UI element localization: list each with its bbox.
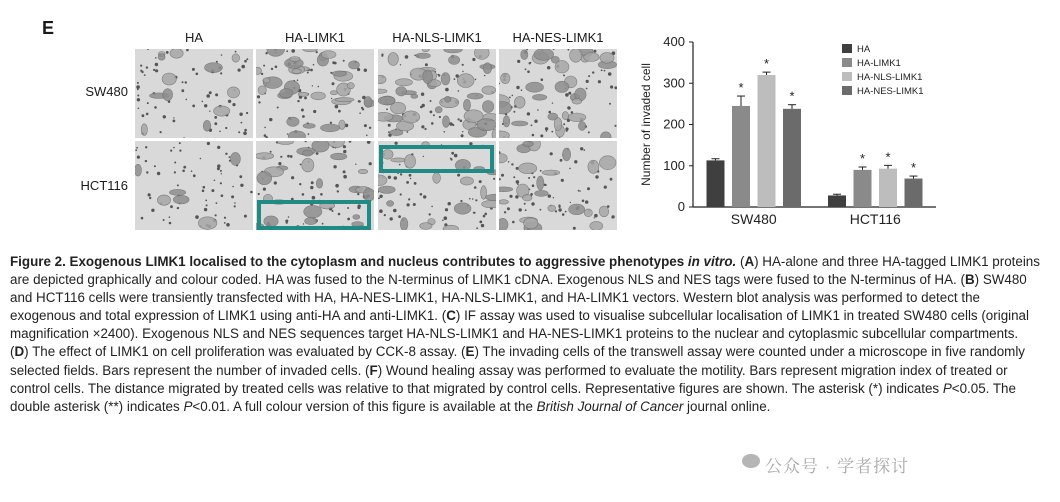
caption-text-f: Wound healing assay was performed to evaluate the motility. Bars represent migration index of treated or control cells. The distance migrated by treated cells was relative to that migrated by control cells. Representative figures are shown. The asterisk (*) indicates bbox=[10, 362, 1008, 396]
column-header-ha-limk1: HA-LIMK1 bbox=[285, 30, 345, 45]
caption-label-a: A bbox=[744, 254, 755, 269]
significance-asterisk: * bbox=[910, 160, 917, 176]
bar-sw480-ha-nes-limk1 bbox=[783, 109, 801, 207]
significance-asterisk: * bbox=[789, 88, 795, 104]
y-tick-label: 100 bbox=[663, 157, 685, 173]
row-label-hct116: HCT116 bbox=[80, 178, 128, 193]
column-header-ha-nes-limk1: HA-NES-LIMK1 bbox=[512, 30, 604, 45]
caption-figure-label: Figure 2. bbox=[10, 254, 66, 269]
y-tick-label: 400 bbox=[663, 34, 685, 49]
legend-swatch bbox=[842, 72, 852, 81]
caption-journal-name: British Journal of Cancer bbox=[536, 398, 684, 414]
watermark-text: 公众号 · 学者探讨 bbox=[765, 457, 910, 476]
caption-label-f: F bbox=[369, 362, 378, 378]
bar-hct116-ha-limk1 bbox=[854, 170, 872, 207]
column-header-ha-nls-limk1: HA-NLS-LIMK1 bbox=[392, 30, 482, 45]
bar-hct116-ha-nes-limk1 bbox=[905, 179, 923, 207]
significance-asterisk: * bbox=[859, 150, 866, 166]
significance-asterisk: * bbox=[738, 80, 744, 96]
bar-sw480-ha-limk1 bbox=[732, 106, 750, 207]
caption-p-symbol-2: P bbox=[183, 398, 193, 414]
row-label-sw480: SW480 bbox=[85, 84, 128, 99]
legend-label: HA-LIMK1 bbox=[857, 58, 901, 69]
caption-text-d: The effect of LIMK1 on cell proliferation was evaluated by CCK-8 assay. bbox=[32, 344, 458, 360]
bar-sw480-ha bbox=[707, 160, 725, 207]
caption-text-b: SW480 and HCT116 cells were transiently transfected with HA, HA-NES-LIMK1, HA-NLS-LIMK1, and HA-LIMK1 vectors. Western blot analysis was performed to detect the exogenous and total expression of LIMK1 using anti-HA and anti-LIMK1. bbox=[10, 272, 1027, 324]
legend-swatch bbox=[842, 58, 852, 67]
caption-text-c: IF assay was used to visualise subcellular localisation of LIMK1 in treated SW480 cells (original magnification ×2400). Exogenous NLS and NES sequences target HA-NLS-LIMK1 and HA-NES-LIMK1 proteins to the nuclear and cytoplasmic subcellular compartments. bbox=[10, 308, 1029, 342]
legend-label: HA-NLS-LIMK1 bbox=[857, 72, 923, 83]
y-tick-label: 300 bbox=[663, 75, 685, 91]
bar-hct116-ha-nls-limk1 bbox=[879, 169, 897, 207]
caption-label-b: B bbox=[964, 272, 975, 288]
legend-label: HA-NES-LIMK1 bbox=[857, 86, 924, 97]
caption-p-symbol-1: P bbox=[942, 380, 952, 396]
significance-asterisk: * bbox=[763, 56, 770, 72]
caption-label-e: E bbox=[465, 344, 475, 360]
caption-text-a: HA-alone and three HA-tagged LIMK1 proteins are depicted graphically and colour coded. HA was fused to the N-terminus of LIMK1 cDNA. Exogenous NLS and NES tags were fused to the N-terminus of HA. bbox=[10, 254, 1040, 288]
invaded-cell-bar-chart bbox=[0, 0, 1060, 250]
caption-label-c: C bbox=[446, 308, 456, 324]
x-category-label: HCT116 bbox=[849, 211, 901, 227]
significance-asterisk: * bbox=[885, 149, 891, 165]
y-axis-label: Number of invaded cell bbox=[639, 63, 653, 186]
caption-label-d: D bbox=[14, 344, 25, 360]
figure-caption: Figure 2. Exogenous LIMK1 localised to the cytoplasm and nucleus contributes to aggressive phenotypes in vitro. (A) HA-alone and three HA-tagged LIMK1 proteins are depicted graphically and colour coded. HA was fused to the N-terminus of LIMK1 cDNA. Exogenous NLS and NES tags were fused to the N-terminus of HA. (B) SW480 and HCT116 cells were transiently transfected with HA, HA-NES-LIMK1, HA-NLS-LIMK1, and HA-LIMK1 vectors. Western blot analysis was performed to detect the exogenous and total expression of LIMK1 using anti-HA and anti-LIMK1. (C) IF assay was used to visualise subcellular localisation of LIMK1 in treated SW480 cells (original magnification ×2400). Exogenous NLS and NES sequences target HA-NLS-LIMK1 and HA-NES-LIMK1 proteins to the nuclear and cytoplasmic subcellular compartments. (D) The effect of LIMK1 on cell proliferation was evaluated by CCK-8 assay. (E) The invading cells of the transwell assay were counted under a microscope in five randomly selected fields. Bars represent the number of invaded cells. (F) Wound healing assay was performed to evaluate the motility. Bars represent migration index of treated or control cells. The distance migrated by treated cells was relative to that migrated by control cells. Representative figures are shown. The asterisk (*) indicates P<0.05. The double asterisk (**) indicates P<0.01. A full colour version of this figure is available at the British Journal of Cancer journal online. bbox=[10, 254, 1040, 414]
bar-hct116-ha bbox=[828, 195, 846, 207]
legend-swatch bbox=[842, 44, 852, 53]
panel-letter-e: E bbox=[42, 18, 55, 38]
caption-title: Exogenous LIMK1 localised to the cytoplasm and nucleus contributes to aggressive phenotypes bbox=[69, 254, 685, 269]
column-header-ha: HA bbox=[184, 30, 204, 45]
legend-swatch bbox=[842, 86, 852, 95]
wechat-icon bbox=[742, 454, 760, 468]
legend-label: HA bbox=[857, 44, 871, 55]
caption-title-italic: in vitro. bbox=[687, 254, 737, 269]
caption-journal-rest: journal online. bbox=[687, 398, 771, 414]
caption-p-text-1: <0.05. The double asterisk (**) indicates bbox=[10, 380, 1016, 414]
bar-sw480-ha-nls-limk1 bbox=[758, 75, 776, 207]
y-tick-label: 0 bbox=[677, 199, 685, 214]
y-tick-label: 200 bbox=[663, 116, 685, 132]
caption-p-text-2: <0.01. A full colour version of this figure is available at the bbox=[192, 398, 533, 414]
caption-text-e: The invading cells of the transwell assay were counted under a microscope in five randomly selected fields. Bars represent the number of invaded cells. bbox=[10, 344, 1025, 378]
x-category-label: SW480 bbox=[730, 211, 777, 227]
